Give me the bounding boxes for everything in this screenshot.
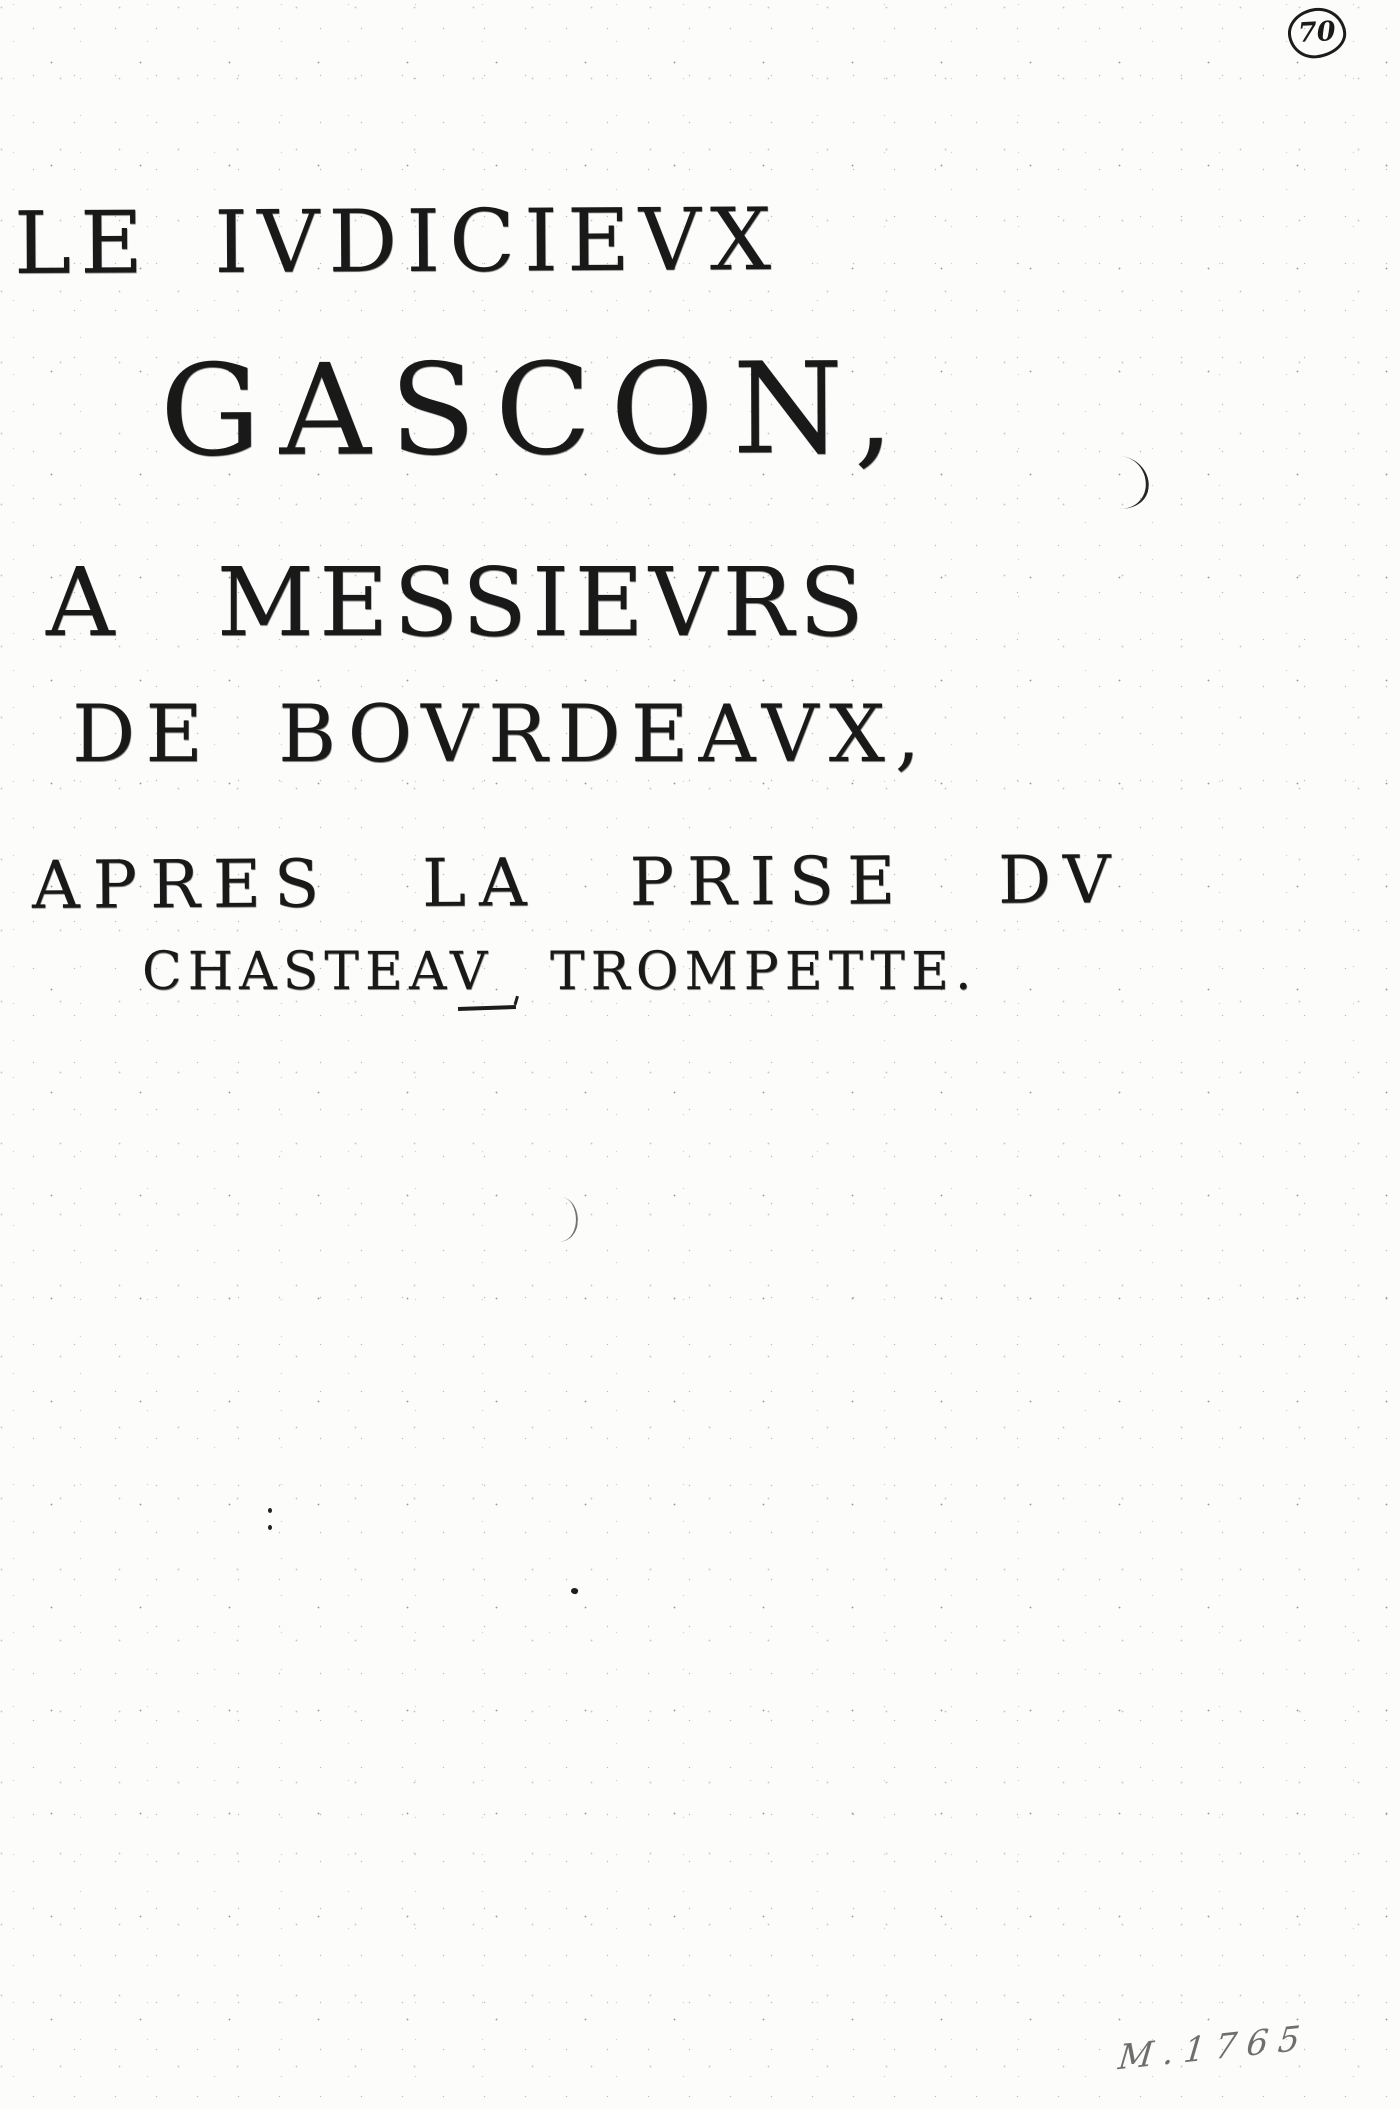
faint-parenthesis-mark xyxy=(558,1197,580,1242)
folio-circle-mark xyxy=(1285,5,1349,62)
title-line-3: A MESSIEVRS xyxy=(46,548,870,658)
title-line-1: LE IVDICIEVX xyxy=(13,189,781,295)
folio-number: 70 xyxy=(1297,15,1337,49)
title-line-5: APRES LA PRISE DV xyxy=(31,841,1124,924)
title-line-2: GASCON, xyxy=(159,334,914,485)
pen-stroke-mark xyxy=(1115,456,1153,512)
handwritten-shelfmark: M.1765 xyxy=(1116,2017,1312,2079)
ink-speck-colon xyxy=(268,1508,272,1530)
title-line-4: DE BOVRDEAVX, xyxy=(72,688,931,780)
ink-speck-dot xyxy=(570,1587,579,1595)
title-line-6: CHASTEAV TROMPETTE. xyxy=(142,942,978,1002)
handwritten-underline-mark xyxy=(458,1005,516,1011)
